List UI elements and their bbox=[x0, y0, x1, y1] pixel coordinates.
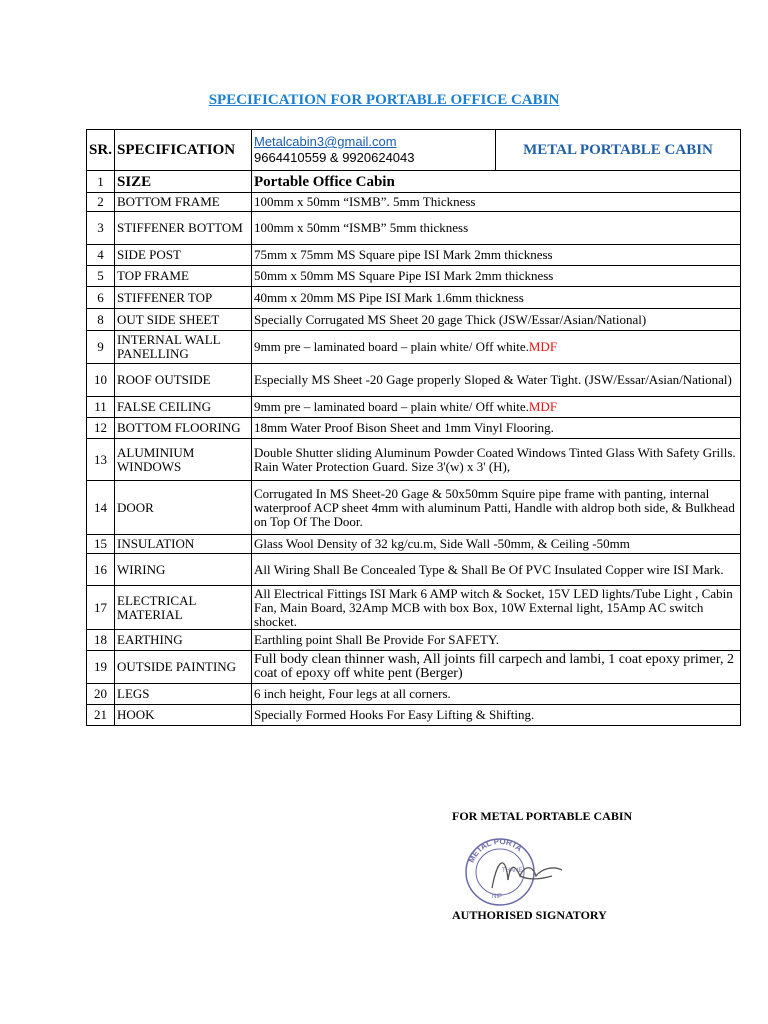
table-row bbox=[87, 684, 741, 705]
row-description bbox=[252, 331, 741, 364]
row-description-highlight: MDF bbox=[528, 399, 558, 414]
row-description bbox=[252, 212, 741, 245]
row-item: ALUMINIUM WINDOWS bbox=[115, 439, 252, 481]
row-number: 6 bbox=[87, 287, 115, 309]
row-number: 15 bbox=[87, 535, 115, 554]
header-sr: SR. bbox=[87, 130, 115, 171]
row-description-text: 100mm x 50mm “ISMB” 5mm thickness bbox=[254, 220, 469, 235]
row-description bbox=[252, 651, 741, 684]
row-item: STIFFENER TOP bbox=[115, 287, 252, 309]
row-number: 10 bbox=[87, 364, 115, 397]
row-description-text: Especially MS Sheet -20 Gage properly Sloped & Water Tight. (JSW/Essar/Asian/National) bbox=[254, 372, 732, 387]
row-description bbox=[252, 630, 741, 651]
row-item: DOOR bbox=[115, 481, 252, 535]
row-description-text: Full body clean thinner wash, All joints fill carpech and lambi, 1 coat epoxy primer, 2 coat of epoxy off white pent (Berger) bbox=[254, 652, 734, 681]
row-number: 20 bbox=[87, 684, 115, 705]
table-row bbox=[87, 651, 741, 684]
row-description bbox=[252, 364, 741, 397]
table-row bbox=[87, 364, 741, 397]
row-item: EARTHING bbox=[115, 630, 252, 651]
row-number: 12 bbox=[87, 418, 115, 439]
table-row bbox=[87, 397, 741, 418]
row-number: 2 bbox=[87, 193, 115, 212]
row-description-text: All Wiring Shall Be Concealed Type & Shall Be Of PVC Insulated Copper wire ISI Mark. bbox=[254, 561, 724, 577]
row-description-text: Specially Formed Hooks For Easy Lifting & Shifting. bbox=[254, 707, 535, 722]
table-row bbox=[87, 554, 741, 586]
table-row bbox=[87, 418, 741, 439]
row-description bbox=[252, 705, 741, 726]
row-number: 14 bbox=[87, 481, 115, 535]
table-header-row bbox=[87, 130, 741, 171]
row-description-highlight: MDF bbox=[528, 339, 558, 354]
row-description-text: 6 inch height, Four legs at all corners. bbox=[254, 686, 451, 701]
table-row bbox=[87, 309, 741, 331]
row-description bbox=[252, 481, 741, 535]
row-item: SIDE POST bbox=[115, 245, 252, 266]
stamp-text-3: NIP bbox=[492, 894, 503, 900]
row-number: 16 bbox=[87, 554, 115, 586]
table-row bbox=[87, 535, 741, 554]
row-item: ELECTRICAL MATERIAL bbox=[115, 586, 252, 630]
row-description-text: 50mm x 50mm MS Square Pipe ISI Mark 2mm thickness bbox=[254, 268, 554, 283]
table-row bbox=[87, 331, 741, 364]
table-row bbox=[87, 245, 741, 266]
row-description-text: Double Shutter sliding Aluminum Powder Coated Windows Tinted Glass With Safety Grills. Rain Water Protection Guard. Size 3'(w) x 3' (H), bbox=[254, 444, 736, 474]
table-row bbox=[87, 266, 741, 287]
row-item: INTERNAL WALL PANELLING bbox=[115, 331, 252, 364]
row-number: 3 bbox=[87, 212, 115, 245]
stamp-text-2: THANE bbox=[502, 868, 523, 874]
row-description-text: Specially Corrugated MS Sheet 20 gage Thick (JSW/Essar/Asian/National) bbox=[254, 311, 647, 327]
table-row bbox=[87, 171, 741, 193]
row-item: LEGS bbox=[115, 684, 252, 705]
row-description-text: 9mm pre – laminated board – plain white/ Off white. bbox=[254, 399, 529, 414]
row-description bbox=[252, 684, 741, 705]
svg-text:METAL PORTA bbox=[467, 837, 524, 864]
table-row bbox=[87, 193, 741, 212]
row-number: 21 bbox=[87, 705, 115, 726]
row-description bbox=[252, 245, 741, 266]
row-description bbox=[252, 171, 741, 193]
row-description bbox=[252, 586, 741, 630]
specification-table bbox=[86, 129, 741, 726]
row-number: 5 bbox=[87, 266, 115, 287]
table-row bbox=[87, 481, 741, 535]
table-row bbox=[87, 439, 741, 481]
row-description bbox=[252, 287, 741, 309]
row-item: INSULATION bbox=[115, 535, 252, 554]
phone-numbers: 9664410559 & 9920624043 bbox=[254, 150, 415, 165]
row-number: 9 bbox=[87, 331, 115, 364]
row-number: 13 bbox=[87, 439, 115, 481]
stamp-arc-text: METAL PORTA bbox=[466, 836, 524, 865]
table-row bbox=[87, 287, 741, 309]
row-description bbox=[252, 418, 741, 439]
row-item: BOTTOM FRAME bbox=[115, 193, 252, 212]
row-description-text: Earthling point Shall Be Provide For SAFETY. bbox=[254, 632, 499, 647]
row-number: 4 bbox=[87, 245, 115, 266]
row-item: FALSE CEILING bbox=[115, 397, 252, 418]
row-description bbox=[252, 266, 741, 287]
row-description-text: Portable Office Cabin bbox=[254, 173, 395, 190]
row-item: ROOF OUTSIDE bbox=[115, 364, 252, 397]
row-item: STIFFENER BOTTOM bbox=[115, 212, 252, 245]
row-item: HOOK bbox=[115, 705, 252, 726]
authorised-signatory: AUTHORISED SIGNATORY bbox=[452, 908, 607, 922]
row-description-text: 75mm x 75mm MS Square pipe ISI Mark 2mm thickness bbox=[254, 247, 553, 262]
row-number: 1 bbox=[87, 171, 115, 193]
header-specification: SPECIFICATION bbox=[115, 130, 252, 171]
row-item: SIZE bbox=[115, 171, 252, 193]
row-description bbox=[252, 397, 741, 418]
table-row bbox=[87, 586, 741, 630]
table-row bbox=[87, 705, 741, 726]
signature-scribble bbox=[492, 863, 562, 888]
row-description bbox=[252, 554, 741, 586]
row-description-text: Corrugated In MS Sheet-20 Gage & 50x50mm Squire pipe frame with panting, internal waterproof ACP sheet 4mm with aluminum Patti, Handle with aldrop both side, & Bulkhead on Top Of The Door. bbox=[254, 485, 735, 529]
header-contact bbox=[252, 130, 496, 171]
row-description-text: 40mm x 20mm MS Pipe ISI Mark 1.6mm thickness bbox=[254, 289, 524, 305]
table-row bbox=[87, 212, 741, 245]
email-link[interactable]: Metalcabin3@gmail.com bbox=[254, 134, 397, 149]
row-item: BOTTOM FLOORING bbox=[115, 418, 252, 439]
row-description-text: Glass Wool Density of 32 kg/cu.m, Side Wall -50mm, & Ceiling -50mm bbox=[254, 536, 630, 551]
row-item: TOP FRAME bbox=[115, 266, 252, 287]
footer-for-company: FOR METAL PORTABLE CABIN bbox=[452, 809, 633, 823]
row-description bbox=[252, 535, 741, 554]
row-description bbox=[252, 193, 741, 212]
table-row bbox=[87, 630, 741, 651]
row-number: 8 bbox=[87, 309, 115, 331]
header-company: METAL PORTABLE CABIN bbox=[496, 130, 741, 171]
row-item: OUT SIDE SHEET bbox=[115, 309, 252, 331]
row-number: 19 bbox=[87, 651, 115, 684]
document-title: SPECIFICATION FOR PORTABLE OFFICE CABIN bbox=[208, 92, 560, 108]
row-description-text: 18mm Water Proof Bison Sheet and 1mm Vinyl Flooring. bbox=[254, 420, 554, 435]
row-number: 18 bbox=[87, 630, 115, 651]
row-description-text: 100mm x 50mm “ISMB”. 5mm Thickness bbox=[254, 194, 476, 209]
row-description-text: 9mm pre – laminated board – plain white/ Off white. bbox=[254, 339, 529, 354]
row-item: WIRING bbox=[115, 554, 252, 586]
row-number: 11 bbox=[87, 397, 115, 418]
company-stamp bbox=[462, 836, 582, 908]
row-number: 17 bbox=[87, 586, 115, 630]
row-description-text: All Electrical Fittings ISI Mark 6 AMP witch & Socket, 15V LED lights/Tube Light , Cabin Fan, Main Board, 32Amp MCB with box Box, 10W External light, 15Amp AC switch shocket. bbox=[254, 585, 733, 629]
row-item: OUTSIDE PAINTING bbox=[115, 651, 252, 684]
row-description bbox=[252, 439, 741, 481]
row-description bbox=[252, 309, 741, 331]
